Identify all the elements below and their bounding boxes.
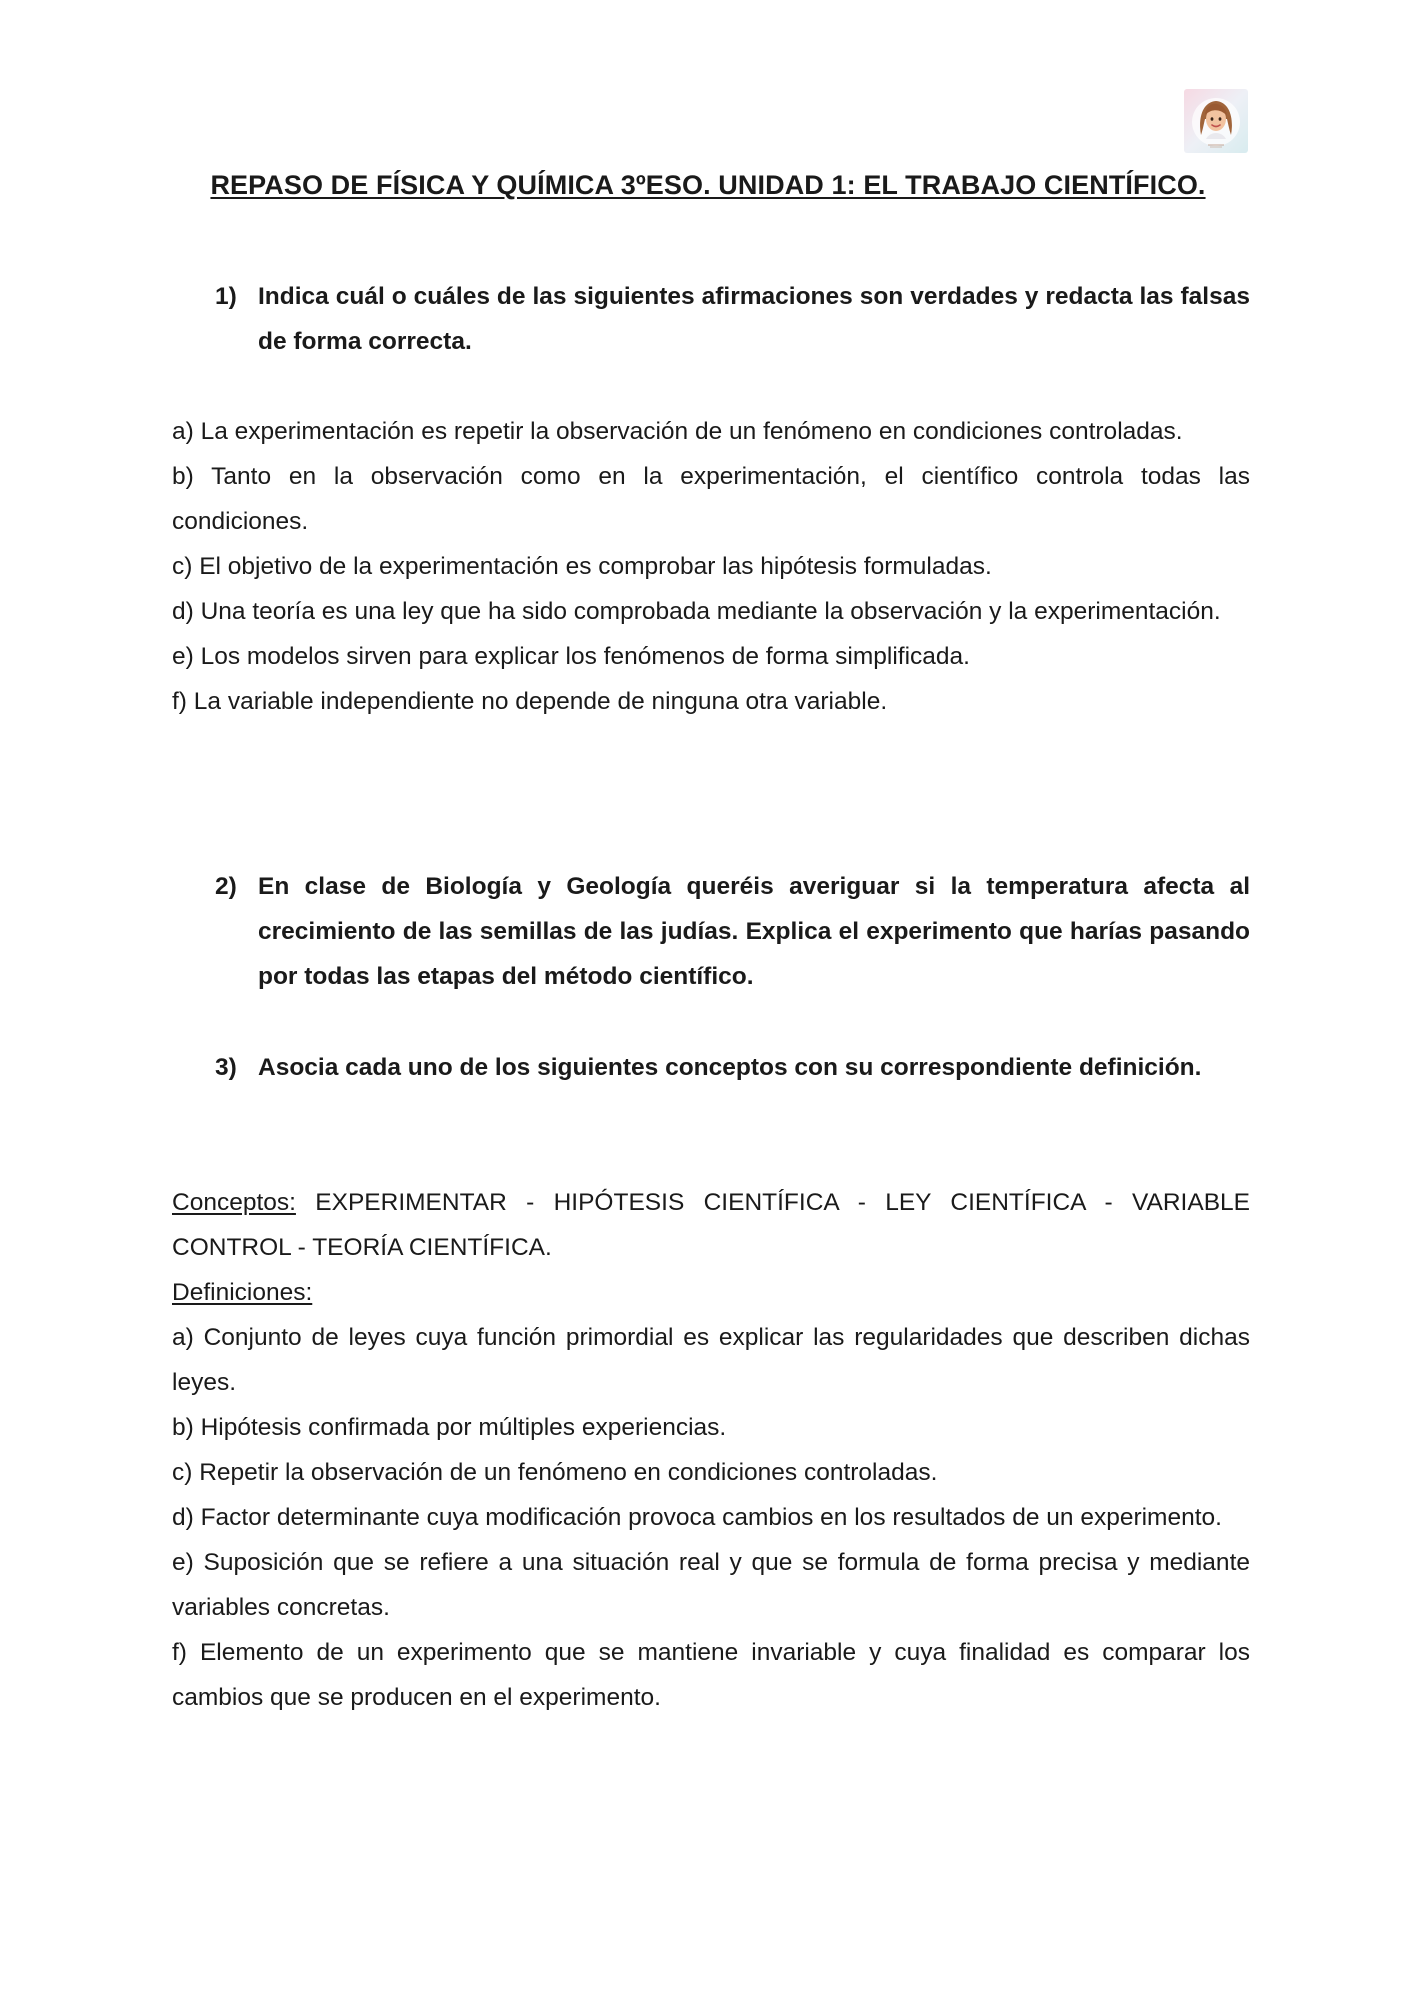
list-item: b) Tanto en la observación como en la experimentación, el científico controla todas las condiciones. [172, 463, 1250, 535]
cartoon-avatar-icon [1184, 89, 1248, 153]
list-item: d) Una teoría es una ley que ha sido comprobada mediante la observación y la experimentación. [172, 598, 1221, 625]
question-3 [215, 1045, 1250, 1090]
question-number: 1) [215, 283, 237, 310]
list-item: c) Repetir la observación de un fenómeno en condiciones controladas. [172, 1459, 938, 1486]
list-item: c) El objetivo de la experimentación es comprobar las hipótesis formuladas. [172, 553, 992, 580]
definitions-heading [172, 1270, 1250, 1315]
concepts-section [172, 1180, 1250, 1720]
statements-list [172, 409, 1250, 724]
list-item: d) Factor determinante cuya modificación provoca cambios en los resultados de un experimento. [172, 1504, 1222, 1531]
question-text: En clase de Biología y Geología queréis averiguar si la temperatura afecta al crecimiento de las semillas de las judías. Explica el experimento que harías pasando por todas las etapas del método científico. [258, 873, 1250, 990]
page-title: REPASO DE FÍSICA Y QUÍMICA 3ºESO. UNIDAD 1: EL TRABAJO CIENTÍFICO. [210, 170, 1206, 200]
concepts-line [172, 1180, 1250, 1270]
question-number: 2) [215, 873, 237, 900]
question-2 [215, 864, 1250, 999]
definitions-label: Definiciones: [172, 1279, 313, 1306]
question-text: Indica cuál o cuáles de las siguientes afirmaciones son verdades y redacta las falsas de forma correcta. [258, 283, 1250, 355]
list-item: f) La variable independiente no depende de ninguna otra variable. [172, 688, 888, 715]
list-item: e) Los modelos sirven para explicar los fenómenos de forma simplificada. [172, 643, 970, 670]
question-text: Asocia cada uno de los siguientes conceptos con su correspondiente definición. [258, 1054, 1202, 1081]
question-1 [215, 274, 1250, 364]
list-item: a) La experimentación es repetir la observación de un fenómeno en condiciones controladas. [172, 418, 1183, 445]
list-item: a) Conjunto de leyes cuya función primordial es explicar las regularidades que describen dichas leyes. [172, 1324, 1250, 1396]
list-item: f) Elemento de un experimento que se mantiene invariable y cuya finalidad es comparar los cambios que se producen en el experimento. [172, 1639, 1250, 1711]
concepts-text: EXPERIMENTAR - HIPÓTESIS CIENTÍFICA - LEY CIENTÍFICA - VARIABLE CONTROL - TEORÍA CIENTÍFICA. [172, 1189, 1250, 1261]
concepts-label: Conceptos: [172, 1189, 296, 1216]
list-item: e) Suposición que se refiere a una situación real y que se formula de forma precisa y mediante variables concretas. [172, 1549, 1250, 1621]
list-item: b) Hipótesis confirmada por múltiples experiencias. [172, 1414, 727, 1441]
question-number: 3) [215, 1054, 237, 1081]
